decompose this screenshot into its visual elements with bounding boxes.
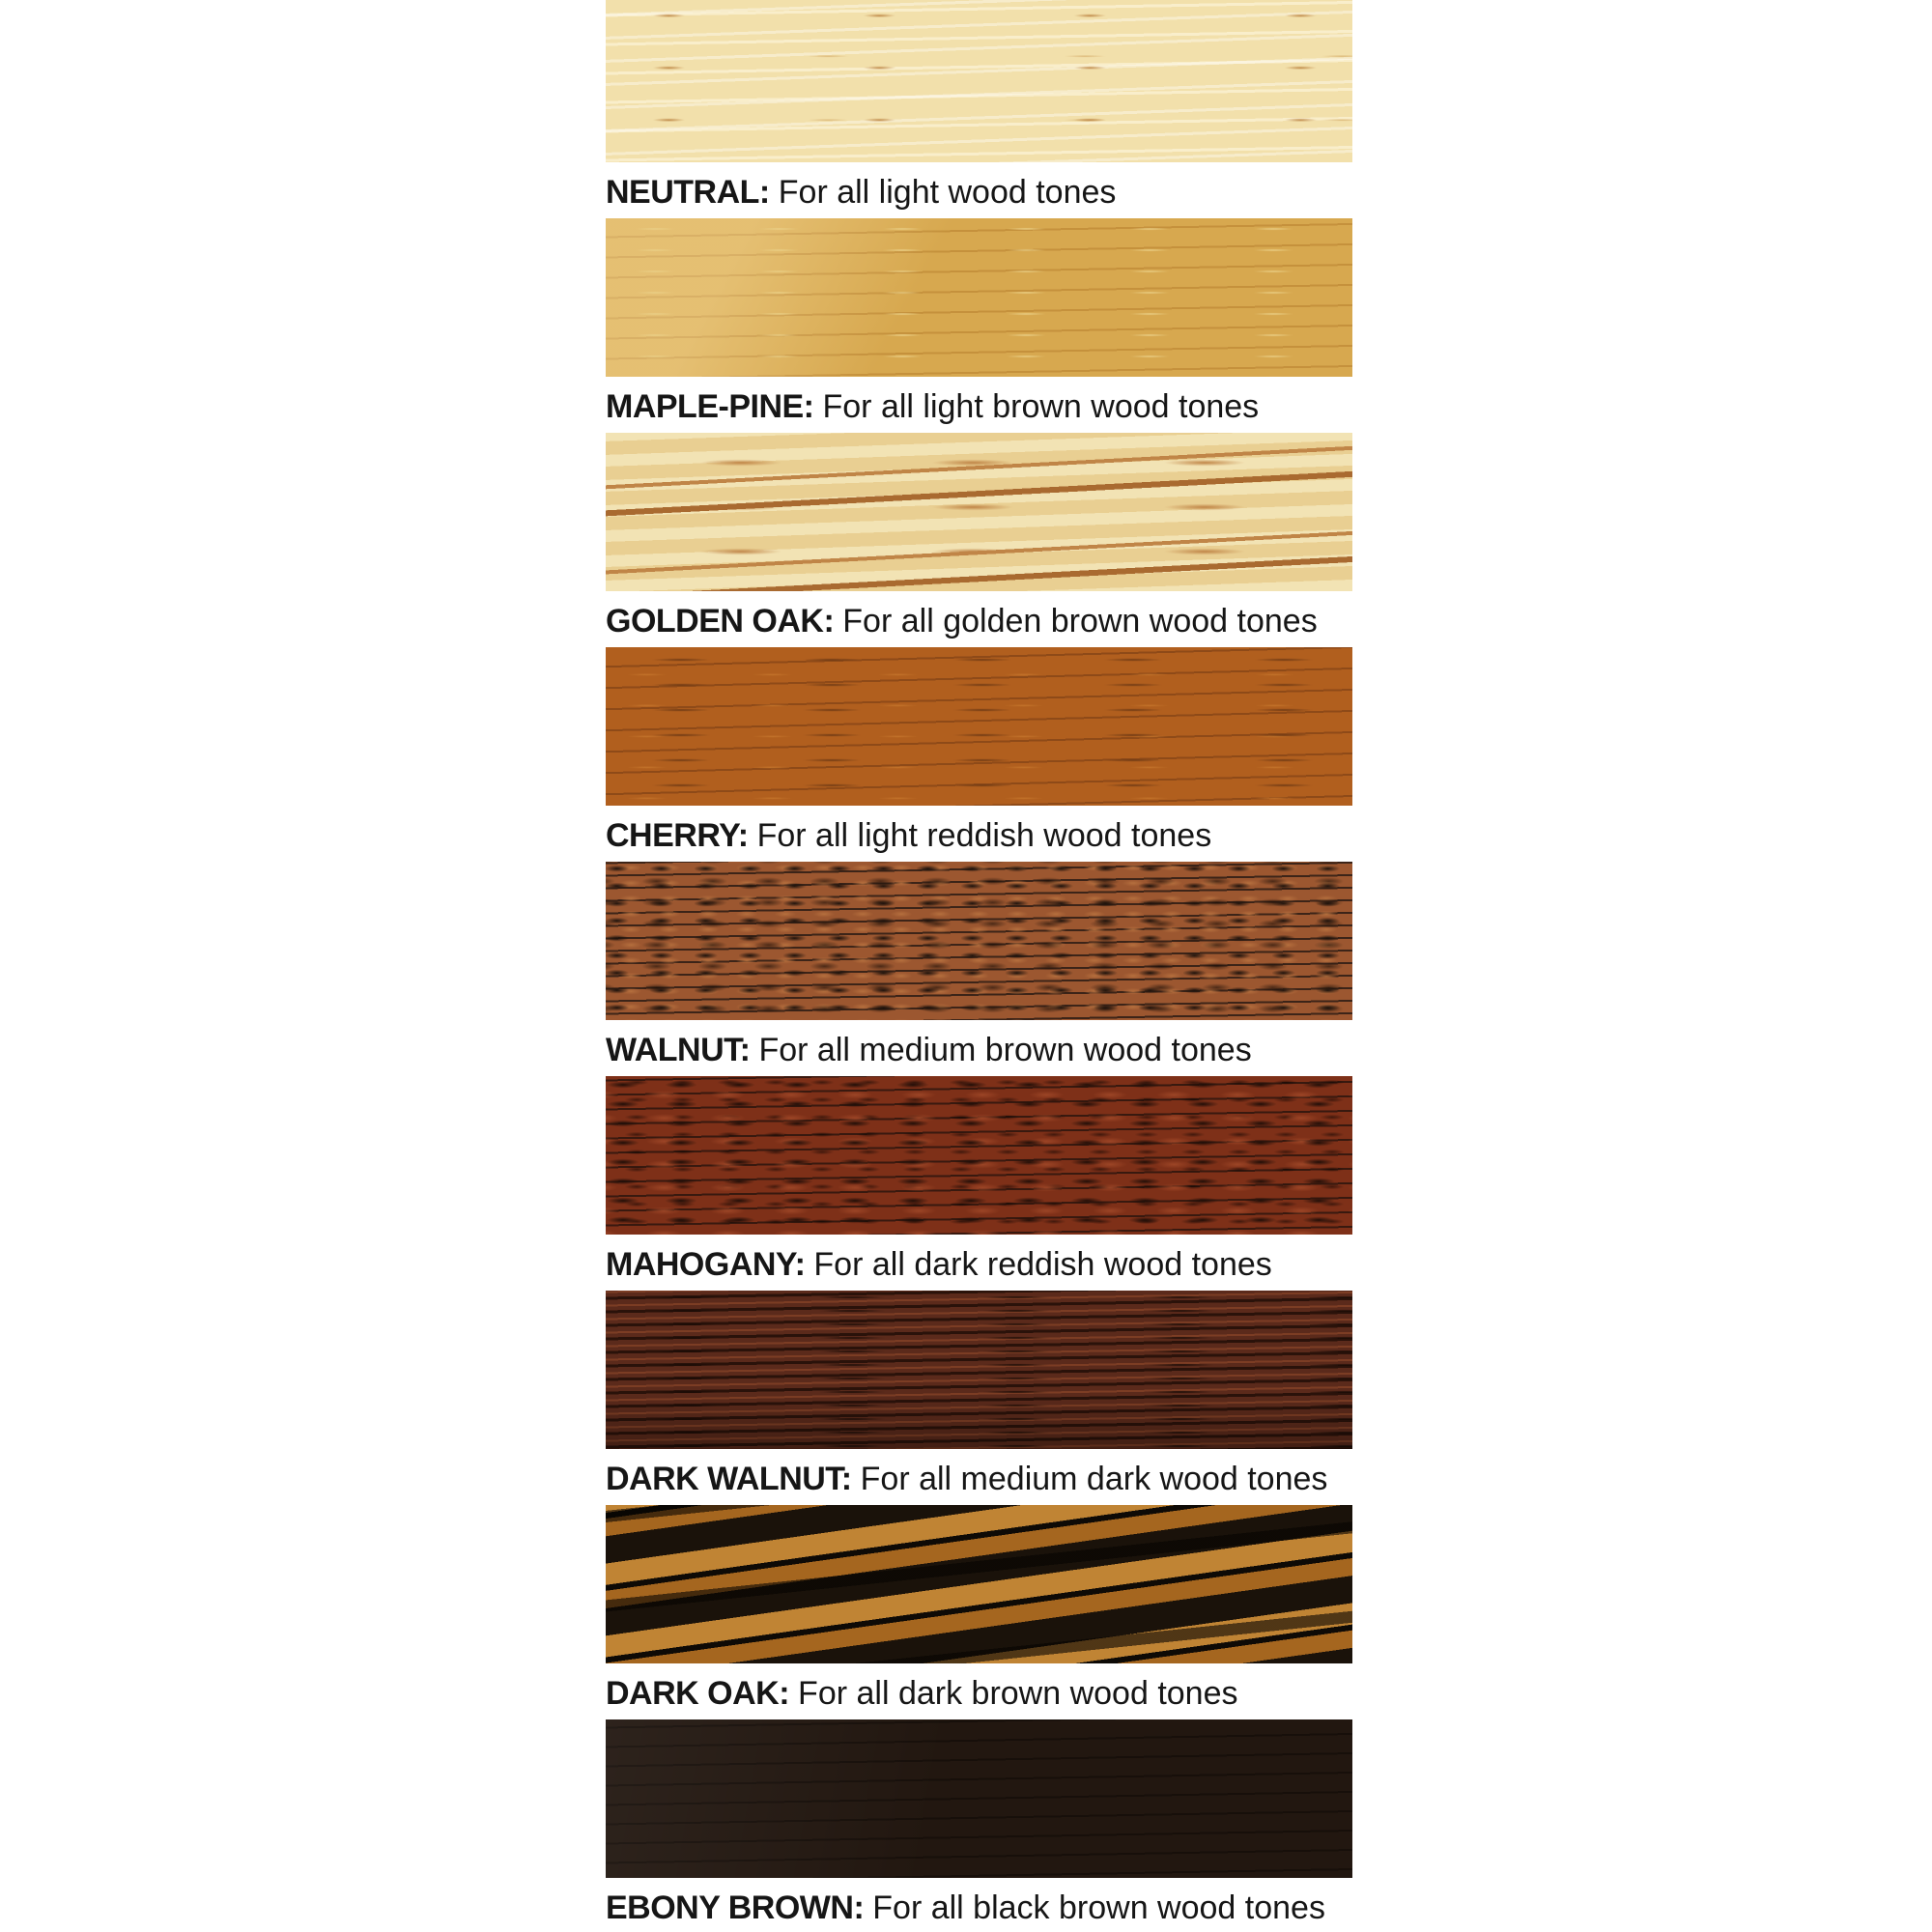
swatch-block-neutral [606, 0, 1352, 211]
swatch-name: MAPLE-PINE: [606, 388, 814, 425]
wood-swatch-cherry [606, 647, 1352, 806]
swatch-description: For all black brown wood tones [872, 1889, 1325, 1926]
wood-swatch-ebony-brown [606, 1719, 1352, 1878]
swatch-label [606, 1675, 1352, 1712]
swatch-description: For all medium brown wood tones [758, 1032, 1252, 1068]
swatch-block-golden-oak [606, 433, 1352, 639]
swatch-block-dark-oak [606, 1505, 1352, 1712]
swatch-description: For all medium dark wood tones [860, 1461, 1328, 1497]
wood-swatch-neutral [606, 0, 1352, 162]
swatch-name: NEUTRAL: [606, 174, 770, 211]
swatch-description: For all dark brown wood tones [798, 1675, 1238, 1712]
swatch-list [606, 0, 1352, 1932]
wood-swatch-dark-walnut [606, 1291, 1352, 1449]
swatch-name: WALNUT: [606, 1032, 751, 1068]
swatch-description: For all dark reddish wood tones [813, 1246, 1272, 1283]
swatch-name: DARK OAK: [606, 1675, 790, 1712]
swatch-block-cherry [606, 647, 1352, 854]
swatch-name: EBONY BROWN: [606, 1889, 865, 1926]
swatch-description: For all golden brown wood tones [842, 603, 1318, 639]
swatch-label [606, 1889, 1352, 1926]
swatch-name: CHERRY: [606, 817, 749, 854]
swatch-name: MAHOGANY: [606, 1246, 806, 1283]
swatch-label [606, 388, 1352, 425]
wood-swatch-golden-oak [606, 433, 1352, 591]
wood-swatch-maple-pine [606, 218, 1352, 377]
swatch-block-mahogany [606, 1076, 1352, 1283]
swatch-label [606, 603, 1352, 639]
swatch-name: DARK WALNUT: [606, 1461, 852, 1497]
swatch-block-ebony-brown [606, 1719, 1352, 1926]
swatch-label [606, 174, 1352, 211]
swatch-block-dark-walnut [606, 1291, 1352, 1497]
wood-swatch-mahogany [606, 1076, 1352, 1235]
wood-swatch-walnut [606, 862, 1352, 1020]
wood-swatch-dark-oak [606, 1505, 1352, 1663]
swatch-block-walnut [606, 862, 1352, 1068]
swatch-label [606, 1246, 1352, 1283]
swatch-description: For all light reddish wood tones [756, 817, 1212, 854]
swatch-block-maple-pine [606, 218, 1352, 425]
swatch-description: For all light brown wood tones [822, 388, 1260, 425]
swatch-description: For all light wood tones [778, 174, 1117, 211]
swatch-label [606, 1461, 1352, 1497]
swatch-name: GOLDEN OAK: [606, 603, 835, 639]
swatch-label [606, 817, 1352, 854]
swatch-label [606, 1032, 1352, 1068]
